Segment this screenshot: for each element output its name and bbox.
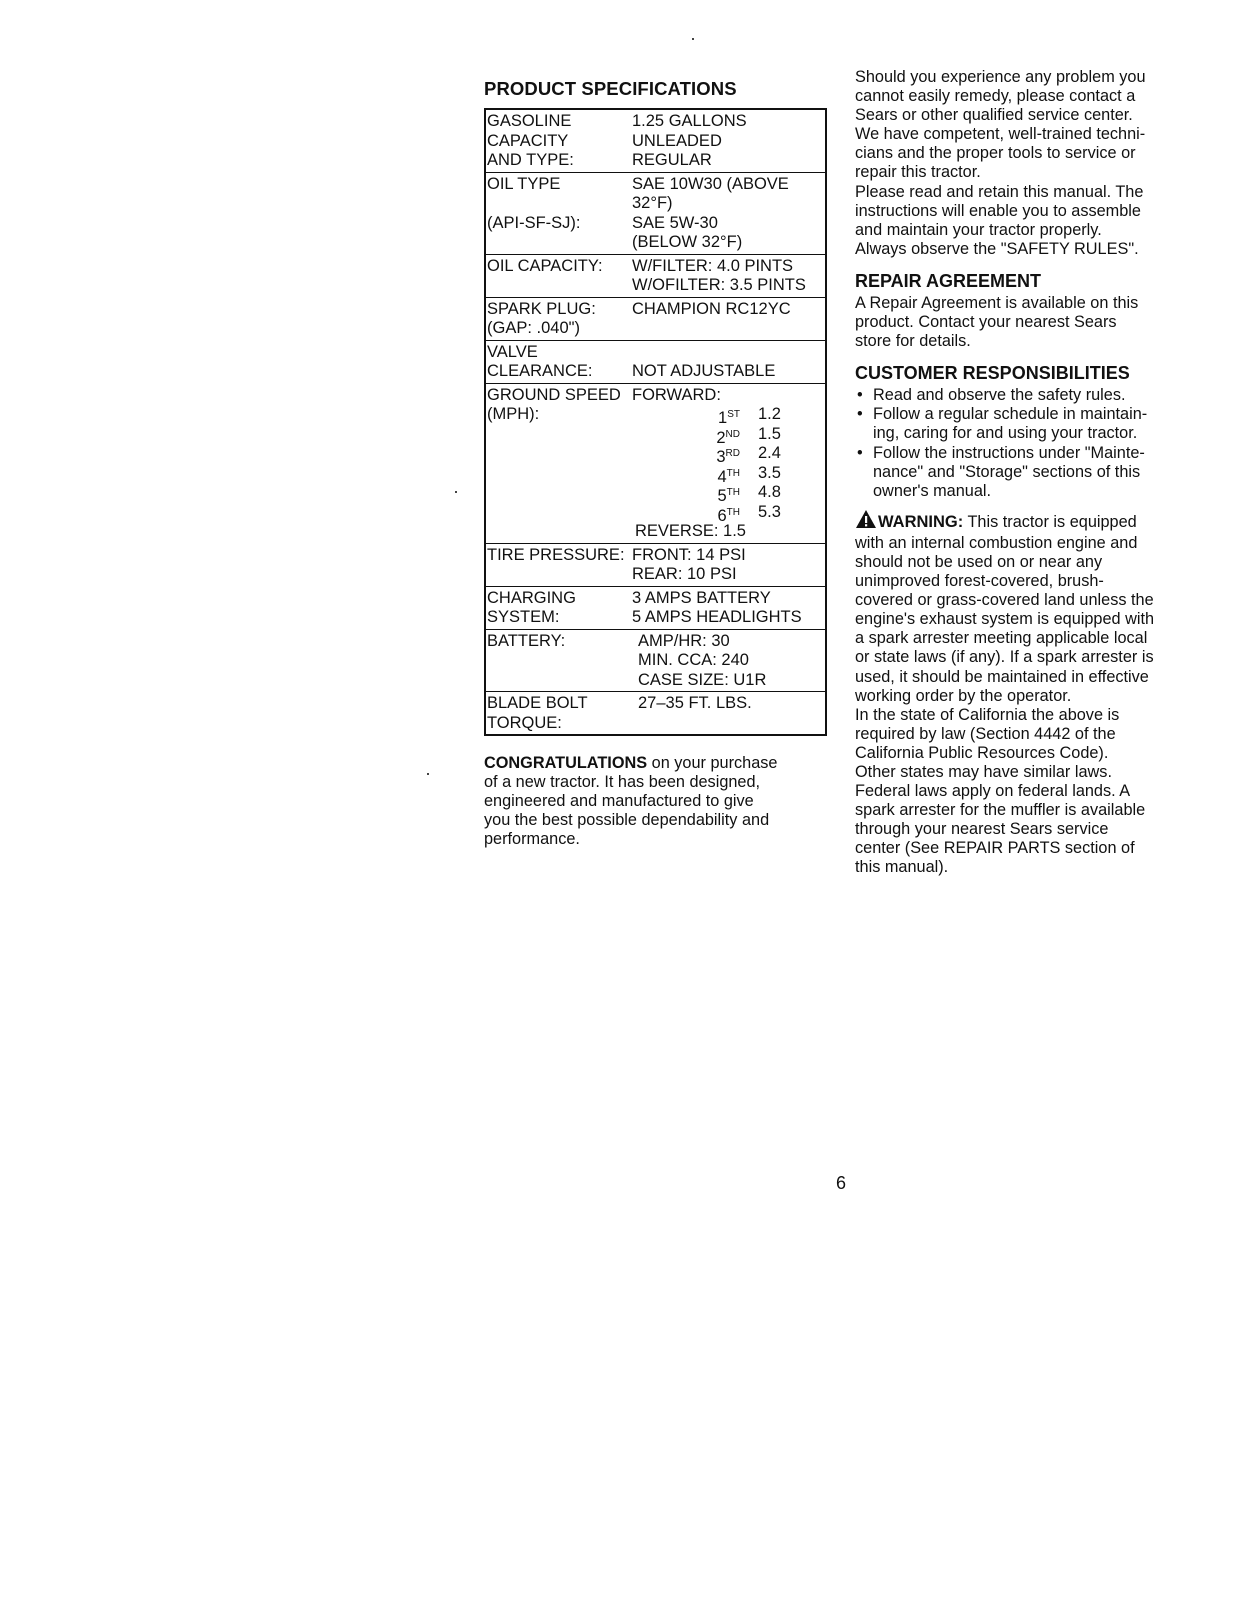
spec-value: SAE 10W30 (ABOVE 32°F) SAE 5W-30 (BELOW 32°F) — [632, 174, 789, 251]
gear-number: 2ND — [716, 428, 740, 447]
spec-value: AMP/HR: 30 MIN. CCA: 240 CASE SIZE: U1R — [638, 631, 767, 689]
spec-row-oil-capacity — [485, 254, 826, 297]
repair-agreement-heading: REPAIR AGREEMENT — [855, 270, 1042, 291]
spec-label: CHARGING SYSTEM: — [487, 588, 576, 626]
list-item: • Read and observe the safety rules. — [855, 386, 1195, 405]
gear-number: 4TH — [717, 467, 740, 486]
gear-number: 6TH — [717, 506, 740, 525]
spec-label: GROUND SPEED (MPH): — [487, 385, 621, 423]
spec-value: 27–35 FT. LBS. — [638, 694, 752, 712]
gear-speed: 5.3 — [758, 502, 781, 521]
spec-row-blade-bolt — [485, 692, 826, 736]
spec-value: FRONT: 14 PSI REAR: 10 PSI — [632, 545, 746, 583]
congratulations-paragraph: CONGRATULATIONS on your purchase of a new tractor. It has been designed, engineered and manufactured to give you the best possible dependability and performance. — [484, 754, 778, 849]
speed-row — [660, 425, 825, 445]
warning-block: WARNING: This tractor is equipped with an internal combustion engine and should not be used on or near any unimproved forest-covered, brush- covered or grass-covered land unless the engine's exhaust system is equipped with a spark arrester meeting applicable local or state laws (if any). If a spark arrester is used, it should be maintained in effective working order by the operator. In the state of California the above is required by law (Section 4442 of the California Public Resources Code). Other states may have similar laws. Federal laws apply on federal lands. A spark arrester for the muffler is available through your nearest Sears service center (See REPAIR PARTS section of this manual). — [855, 509, 1195, 878]
warning-triangle-icon — [855, 509, 877, 534]
specs-table — [484, 108, 827, 736]
speed-row — [660, 464, 825, 484]
gear-number: 3RD — [716, 448, 740, 466]
intro-paragraph: Should you experience any problem you cannot easily remedy, please contact a Sears or other qualified service center. We have competent, well-trained techni- cians and the proper tools to service or repair this tractor. Please read and retain this manual. The instructions will enable you to assemble and maintain your tractor properly. Always observe the "SAFETY RULES". — [855, 68, 1146, 258]
specs-heading: PRODUCT SPECIFICATIONS — [484, 78, 737, 99]
list-item: • Follow a regular schedule in maintain- ing, caring for and using your tractor. — [855, 405, 1195, 443]
speed-row — [660, 483, 825, 503]
list-item: • Follow the instructions under "Mainte- nance" and "Storage" sections of this owner's manual. — [855, 444, 1195, 501]
gear-speed: 3.5 — [758, 463, 781, 482]
scan-speck — [427, 773, 429, 775]
spec-label: BLADE BOLT TORQUE: — [487, 694, 588, 732]
spec-label: OIL CAPACITY: — [487, 256, 603, 275]
spec-value: 1.25 GALLONS UNLEADED REGULAR — [632, 112, 747, 169]
speed-row — [660, 444, 825, 464]
gear-speed: 1.2 — [758, 405, 781, 423]
spec-label: VALVE CLEARANCE: — [487, 342, 593, 380]
gear-number: 5TH — [717, 487, 740, 505]
left-column — [484, 78, 829, 849]
page-number: 6 — [836, 1173, 847, 1193]
spec-label: SPARK PLUG: (GAP: .040") — [487, 299, 596, 337]
scan-speck — [692, 38, 694, 40]
gear-speed: 2.4 — [758, 444, 781, 462]
spec-label: TIRE PRESSURE: — [487, 545, 625, 564]
gear-speed: 4.8 — [758, 483, 781, 501]
responsibilities-list — [855, 386, 1195, 501]
spec-value: NOT ADJUSTABLE — [632, 362, 776, 380]
spec-value: FORWARD: 1ST 1.2 2ND 1.5 3RD 2.4 4TH 3.5 5TH 4.8 6TH 5.3 REVERSE: 1.5 — [632, 383, 826, 543]
spec-row-valve — [485, 340, 826, 383]
spec-row-spark-plug — [485, 297, 826, 340]
spec-row-gasoline — [485, 109, 826, 172]
spec-row-ground-speed — [485, 383, 826, 543]
spec-row-oil-type — [485, 172, 826, 254]
repair-agreement-paragraph: A Repair Agreement is available on this product. Contact your nearest Sears store for details. — [855, 293, 1139, 351]
speed-list — [660, 405, 825, 525]
spec-row-tire-pressure — [485, 543, 826, 586]
speed-row — [660, 503, 825, 523]
spec-label: OIL TYPE (API-SF-SJ): — [487, 174, 581, 232]
spec-label: BATTERY: — [487, 631, 566, 650]
scan-speck — [455, 491, 457, 493]
gear-number: 1ST — [718, 409, 740, 427]
customer-responsibilities-heading: CUSTOMER RESPONSIBILITIES — [855, 363, 1130, 384]
warning-label: WARNING: — [878, 512, 964, 531]
right-column — [855, 68, 1195, 878]
spec-value: 3 AMPS BATTERY 5 AMPS HEADLIGHTS — [632, 588, 802, 626]
spec-label: GASOLINE CAPACITY AND TYPE: — [487, 112, 574, 169]
spec-row-charging — [485, 586, 826, 629]
gear-speed: 1.5 — [758, 424, 781, 443]
spec-row-battery — [485, 629, 826, 692]
speed-row — [660, 405, 825, 425]
spec-value: W/FILTER: 4.0 PINTS W/OFILTER: 3.5 PINTS — [632, 256, 806, 294]
spec-value: CHAMPION RC12YC — [632, 299, 791, 318]
